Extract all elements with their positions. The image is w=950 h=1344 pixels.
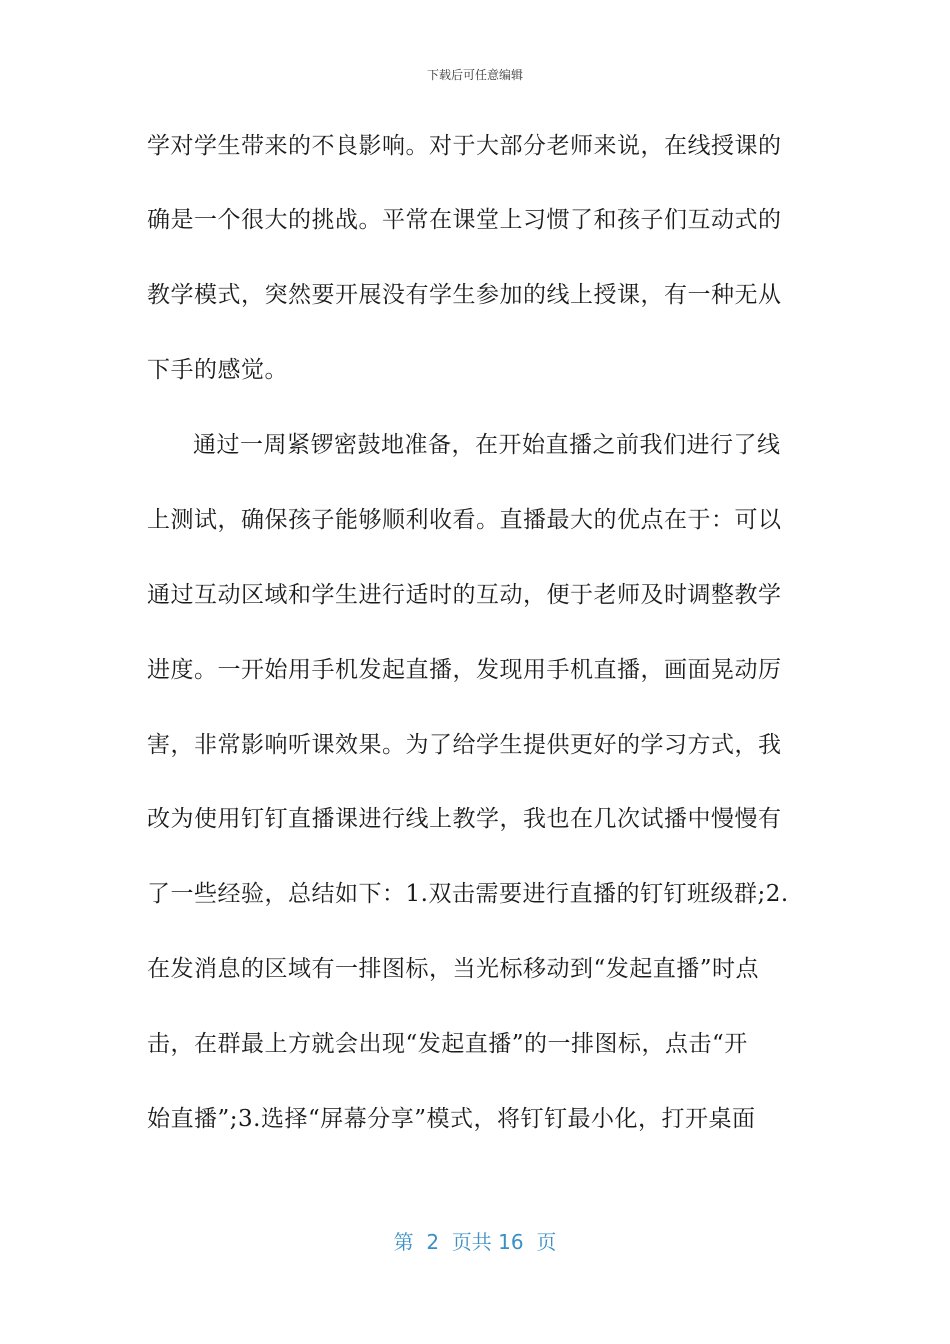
text-line: 确是一个很大的挑战。平常在课堂上习惯了和孩子们互动式的: [147, 207, 782, 233]
text-line: 了一些经验，总结如下：1.双击需要进行直播的钉钉班级群;2.: [147, 881, 789, 907]
text-line: 改为使用钉钉直播课进行线上教学，我也在几次试播中慢慢有: [147, 806, 782, 832]
footer-prefix: 第: [393, 1230, 414, 1254]
text-line: 教学模式，突然要开展没有学生参加的线上授课，有一种无从: [147, 282, 782, 308]
text-line: 下手的感觉。: [147, 357, 288, 383]
text-line: 害，非常影响听课效果。为了给学生提供更好的学习方式，我: [147, 732, 782, 758]
text-line: 上测试，确保孩子能够顺利收看。直播最大的优点在于：可以: [147, 507, 782, 533]
text-line: 始直播”;3.选择“屏幕分享”模式，将钉钉最小化，打开桌面: [147, 1106, 756, 1132]
page-footer: [0, 1226, 950, 1255]
page-header-note: 下载后可任意编辑: [426, 68, 523, 82]
text-line: 学对学生带来的不良影响。对于大部分老师来说，在线授课的: [147, 133, 782, 159]
text-line: 通过互动区域和学生进行适时的互动，便于老师及时调整教学: [147, 582, 782, 608]
text-line: 击，在群最上方就会出现“发起直播”的一排图标，点击“开: [147, 1031, 748, 1057]
text-line: 进度。一开始用手机发起直播，发现用手机直播，画面晃动厉: [147, 657, 782, 683]
footer-page-number: 2: [426, 1230, 440, 1254]
text-line: 通过一周紧锣密鼓地准备，在开始直播之前我们进行了线: [193, 432, 781, 458]
footer-total-pages: 16: [498, 1230, 524, 1254]
footer-suffix: 页: [536, 1230, 557, 1254]
footer-middle: 页共: [451, 1230, 492, 1254]
text-line: 在发消息的区域有一排图标，当光标移动到“发起直播”时点: [147, 956, 760, 982]
